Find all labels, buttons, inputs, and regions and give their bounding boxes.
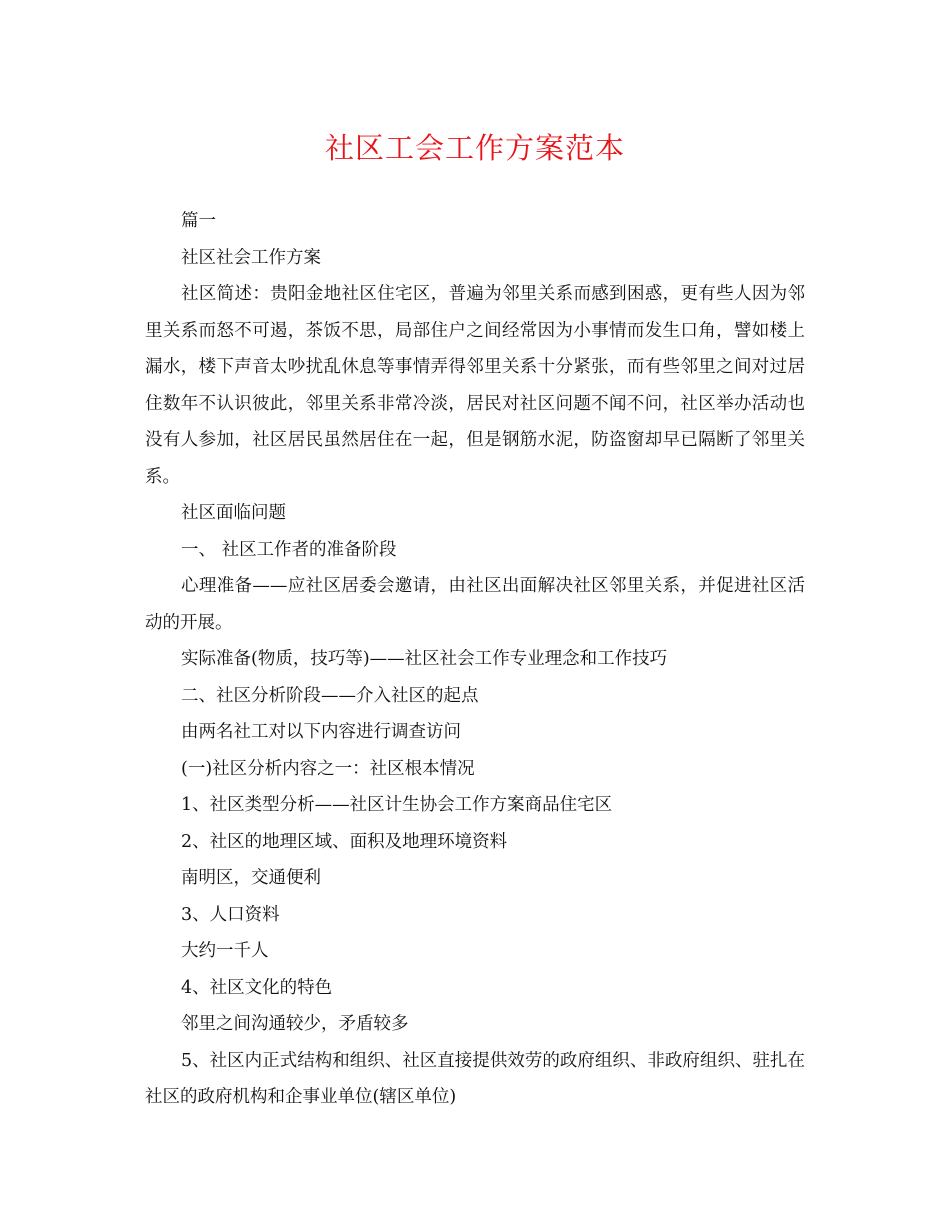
paragraph: 1、社区类型分析——社区计生协会工作方案商品住宅区	[181, 795, 613, 815]
document-title: 社区工会工作方案范本	[324, 131, 625, 165]
paragraph: 3、人口资料	[181, 904, 280, 925]
document-body	[145, 203, 805, 1116]
paragraph: 5、社区内正式结构和组织、社区直接提供效劳的政府组织、非政府组织、驻扎在社区的政府机构和企事业单位(辖区单位)	[145, 1050, 805, 1107]
paragraph: 社区社会工作方案	[181, 247, 321, 268]
paragraph: 篇一	[181, 211, 216, 231]
paragraph: 2、社区的地理区域、面积及地理环境资料	[181, 831, 508, 852]
paragraph: 大约一千人	[181, 941, 269, 961]
paragraph: 二、社区分析阶段——介入社区的起点	[181, 685, 479, 706]
paragraph: 心理准备——应社区居委会邀请，由社区出面解决社区邻里关系，并促进社区活动的开展。	[145, 576, 805, 633]
paragraph: 南明区，交通便利	[181, 868, 321, 888]
paragraph: 4、社区文化的特色	[181, 977, 333, 998]
paragraph: 由两名社工对以下内容进行调查访问	[181, 722, 461, 742]
paragraph: (一)社区分析内容之一：社区根本情况	[181, 758, 475, 779]
paragraph: 一、 社区工作者的准备阶段	[181, 539, 397, 560]
paragraph: 社区简述：贵阳金地社区住宅区，普遍为邻里关系而感到困惑，更有些人因为邻里关系而怒不可遏，茶饭不思，局部住户之间经常因为小事情而发生口角，譬如楼上漏水，楼下声音太吵扰乱休息等事情弄得邻里关系十分紧张，而有些邻里之间对过居住数年不认识彼此，邻里关系非常冷淡，居民对社区问题不闻不问，社区举办活动也没有人参加，社区居民虽然居住在一起，但是钢筋水泥，防盗窗却早已隔断了邻里关系。	[145, 284, 805, 487]
paragraph: 邻里之间沟通较少，矛盾较多	[181, 1014, 409, 1034]
paragraph: 社区面临问题	[181, 503, 286, 523]
paragraph: 实际准备(物质，技巧等)——社区社会工作专业理念和工作技巧	[181, 649, 668, 669]
